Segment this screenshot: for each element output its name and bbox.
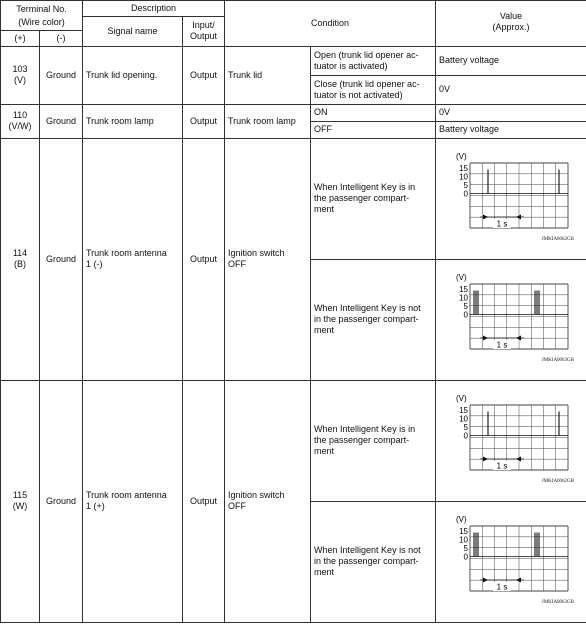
time-arrow-left <box>483 335 488 340</box>
waveform-115-in <box>436 380 586 501</box>
condition-110: Trunk room lamp <box>225 104 311 138</box>
y-tick-label: 10 <box>459 535 469 544</box>
time-label: 1 s <box>496 461 508 470</box>
header-condition: Condition <box>225 1 436 47</box>
y-tick-label: 0 <box>463 189 469 198</box>
header-signal-name: Signal name <box>83 17 183 47</box>
value-110-off: Battery voltage <box>436 121 586 138</box>
condition-103: Trunk lid <box>225 46 311 104</box>
waveform-114-in <box>436 138 586 259</box>
time-arrow-right <box>516 456 521 461</box>
signal-110: Trunk room lamp <box>83 104 183 138</box>
signal-115: Trunk room antenna 1 (+) <box>83 380 183 622</box>
time-arrow-left <box>483 456 488 461</box>
ground-114: Ground <box>40 138 83 380</box>
y-tick-label: 15 <box>459 405 469 415</box>
y-tick-label: 15 <box>459 526 469 536</box>
terminal-114: 114 (B) <box>1 138 40 380</box>
y-tick-label: 5 <box>463 180 469 190</box>
header-minus: (-) <box>40 30 83 46</box>
figure-code: JMKIA0063GB <box>541 357 575 363</box>
io-103: Output <box>183 46 225 104</box>
waveform-114-not-in <box>436 259 586 380</box>
signal-103: Trunk lid opening. <box>83 46 183 104</box>
y-tick-label: 5 <box>463 301 469 311</box>
time-arrow-left <box>483 214 488 219</box>
ground-103: Ground <box>40 46 83 104</box>
time-arrow-right <box>516 577 521 582</box>
ground-110: Ground <box>40 104 83 138</box>
signal-114: Trunk room antenna 1 (-) <box>83 138 183 380</box>
time-label: 1 s <box>496 219 508 228</box>
time-label: 1 s <box>496 582 508 591</box>
unit-label: (V) <box>456 272 467 282</box>
state-115-not-in: When Intelligent Key is not in the passenger compart- ment <box>311 501 436 622</box>
figure-code: JMKIA0062GB <box>541 236 575 242</box>
y-tick-label: 0 <box>463 431 469 440</box>
header-value: Value (Approx.) <box>436 1 586 47</box>
time-label: 1 s <box>496 340 508 349</box>
figure-code: JMKIA0063GB <box>541 599 575 605</box>
y-tick-label: 0 <box>463 552 469 561</box>
y-tick-label: 10 <box>459 172 469 181</box>
io-114: Output <box>183 138 225 380</box>
state-103-close: Close (trunk lid opener ac- tuator is not activated) <box>311 75 436 104</box>
value-103-close: 0V <box>436 75 586 104</box>
state-114-not-in: When Intelligent Key is not in the passenger compart- ment <box>311 259 436 380</box>
state-114-in: When Intelligent Key is in the passenger compart- ment <box>311 138 436 259</box>
header-terminal-no: Terminal No. <box>1 1 83 17</box>
terminal-115: 115 (W) <box>1 380 40 622</box>
y-tick-label: 15 <box>459 163 469 173</box>
y-tick-label: 5 <box>463 543 469 553</box>
y-tick-label: 10 <box>459 293 469 302</box>
state-103-open: Open (trunk lid opener ac- tuator is activated) <box>311 46 436 75</box>
time-arrow-right <box>516 214 521 219</box>
condition-115: Ignition switch OFF <box>225 380 311 622</box>
value-103-open: Battery voltage <box>436 46 586 75</box>
unit-label: (V) <box>456 151 467 161</box>
y-tick-label: 0 <box>463 310 469 319</box>
unit-label: (V) <box>456 393 467 403</box>
state-110-on: ON <box>311 104 436 121</box>
figure-code: JMKIA0062GB <box>541 478 575 484</box>
header-description: Description <box>83 1 225 17</box>
value-110-on: 0V <box>436 104 586 121</box>
io-110: Output <box>183 104 225 138</box>
header-plus: (+) <box>1 30 40 46</box>
unit-label: (V) <box>456 514 467 524</box>
time-arrow-right <box>516 335 521 340</box>
waveform-115-not-in <box>436 501 586 622</box>
state-115-in: When Intelligent Key is in the passenger compart- ment <box>311 380 436 501</box>
state-110-off: OFF <box>311 121 436 138</box>
terminal-110: 110 (V/W) <box>1 104 40 138</box>
y-tick-label: 5 <box>463 422 469 432</box>
header-input-output: Input/ Output <box>183 17 225 47</box>
condition-114: Ignition switch OFF <box>225 138 311 380</box>
io-115: Output <box>183 380 225 622</box>
y-tick-label: 15 <box>459 284 469 294</box>
ground-115: Ground <box>40 380 83 622</box>
terminal-103: 103 (V) <box>1 46 40 104</box>
time-arrow-left <box>483 577 488 582</box>
header-wire-color: (Wire color) <box>1 17 83 31</box>
y-tick-label: 10 <box>459 414 469 423</box>
